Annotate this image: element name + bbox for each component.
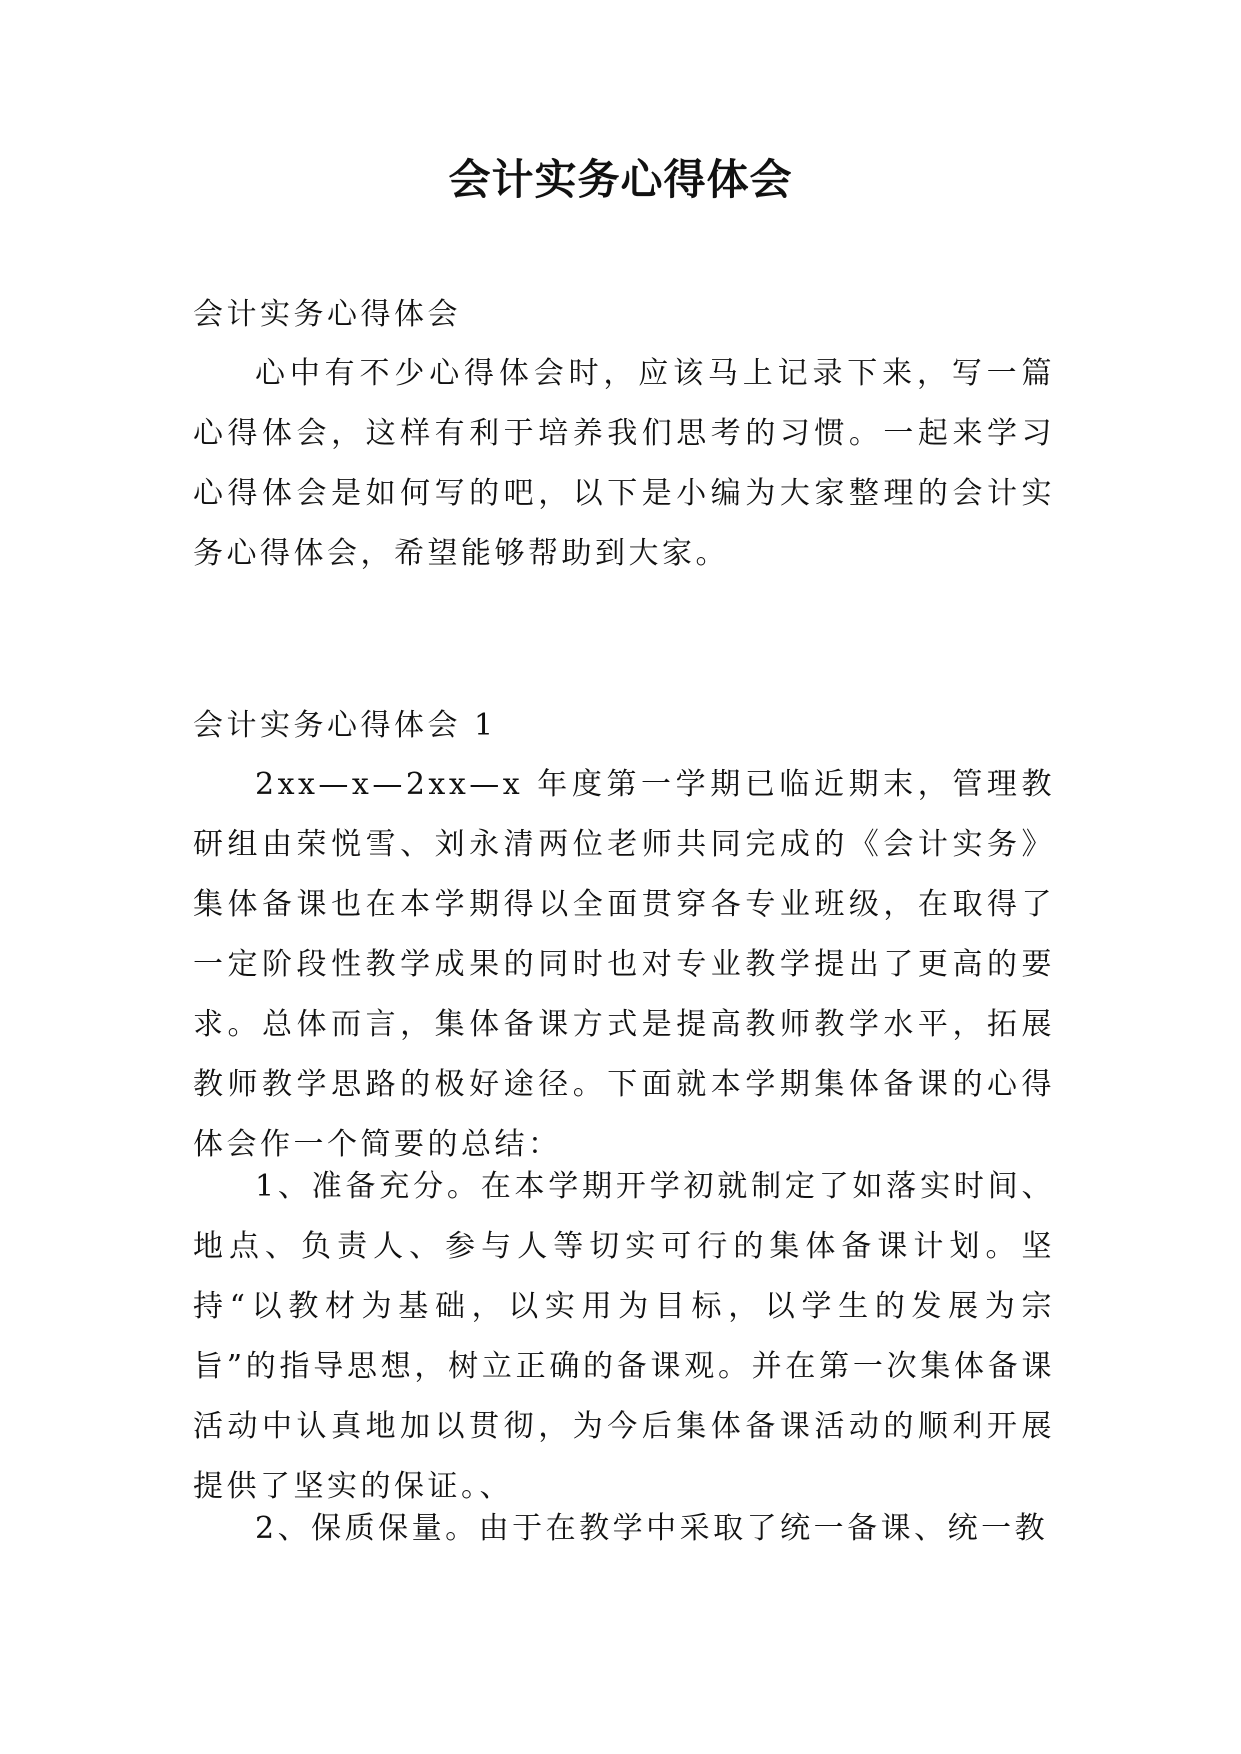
document-subtitle: 会计实务心得体会 xyxy=(193,297,461,332)
body-paragraph: 2xx—x—2xx—x 年度第一学期已临近期末，管理教研组由荣悦雪、刘永清两位老师共同完成的《会计实务》集体备课也在本学期得以全面贯穿各专业班级，在取得了一定阶段性教学成果的同时也对专业教学提出了更高的要求。总体而言，集体备课方式是提高教师教学水平，拓展教师教学思路的极好途径。下面就本学期集体备课的心得体会作一个简要的总结： xyxy=(193,767,1055,1162)
intro-paragraph: 心中有不少心得体会时，应该马上记录下来，写一篇心得体会，这样有利于培养我们思考的习惯。一起来学习心得体会是如何写的吧，以下是小编为大家整理的会计实务心得体会，希望能够帮助到大家。 xyxy=(193,356,1055,571)
page-title: 会计实务心得体会 xyxy=(448,155,793,204)
body-paragraph: 2、保质保量。由于在教学中采取了统一备课、统一教 xyxy=(255,1511,1049,1546)
body-paragraph: 1、准备充分。在本学期开学初就制定了如落实时间、地点、负责人、参与人等切实可行的集体备课计划。坚持“以教材为基础，以实用为目标，以学生的发展为宗旨”的指导思想，树立正确的备课观。并在第一次集体备课活动中认真地加以贯彻，为今后集体备课活动的顺利开展提供了坚实的保证。、 xyxy=(193,1169,1055,1504)
section-heading: 会计实务心得体会 1 xyxy=(193,708,497,743)
